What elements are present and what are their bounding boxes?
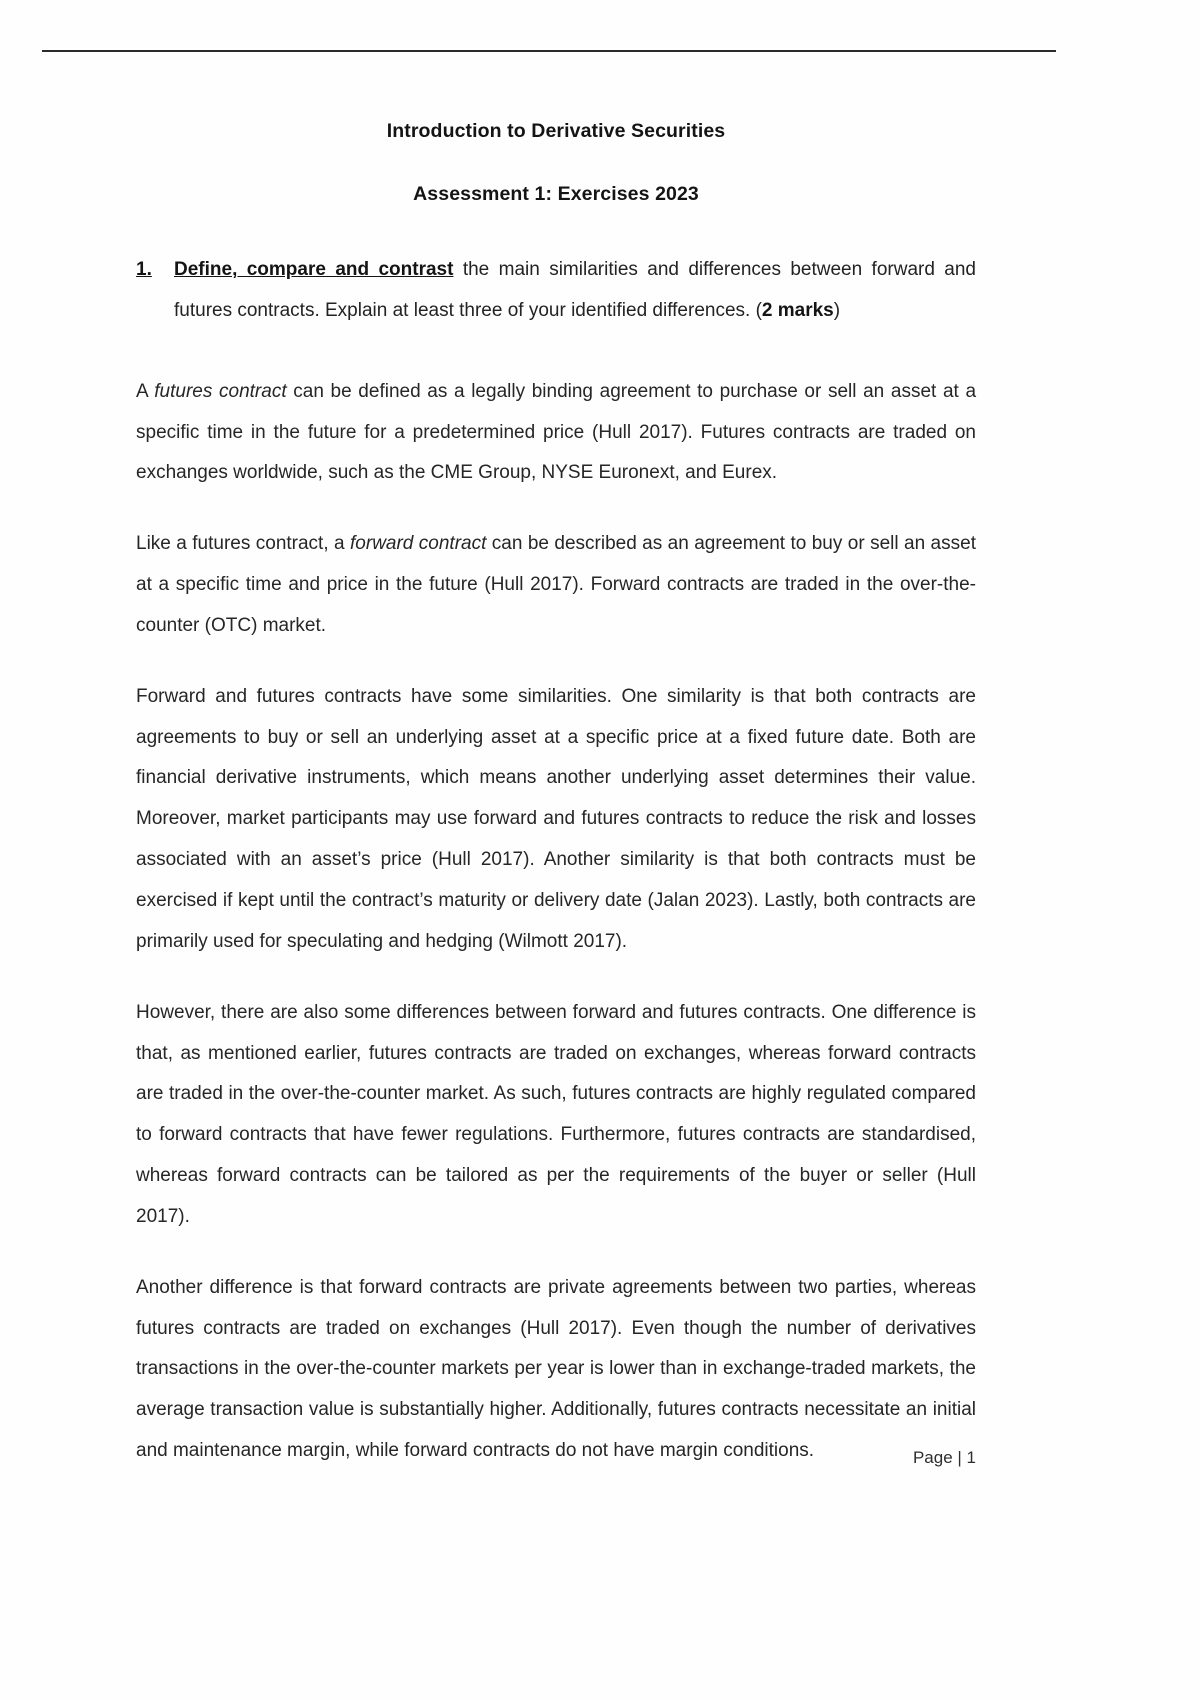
question-item-1 xyxy=(136,250,976,332)
question-text xyxy=(174,250,976,332)
document-subtitle: Assessment 1: Exercises 2023 xyxy=(413,183,699,205)
page-number-label: Page | 1 xyxy=(912,1448,976,1467)
question-marks: 2 marks xyxy=(761,299,834,321)
question-lead-in: Define, compare and contrast xyxy=(174,259,454,280)
question-remainder: the main similarities and differences between forward and futures contracts. Explain at least three of your identified differences. ( xyxy=(174,259,977,321)
page-footer xyxy=(136,1448,976,1468)
question-number: 1. xyxy=(136,259,152,280)
body-paragraph xyxy=(136,1268,976,1472)
paragraph-text: A xyxy=(136,380,155,402)
paragraph-text: However, there are also some differences between forward and futures contracts. One difference is that, as mentioned earlier, futures contracts are traded on exchanges, whereas forward contracts are traded in the over-the-counter market. As such, futures contracts are highly regulated compared to forward contracts that have fewer regulations. Furthermore, futures contracts are standardised, whereas forward contracts can be tailored as per the requirements of the buyer or seller (Hull 2017). xyxy=(136,1001,976,1227)
document-content xyxy=(136,120,976,1472)
body-paragraph xyxy=(136,993,976,1238)
paragraph-text: Like a futures contract, a xyxy=(136,533,351,555)
page-top-rule xyxy=(42,50,1056,52)
emphasised-term: forward contract xyxy=(350,533,487,555)
paragraph-text: can be described as an agreement to buy or sell an asset at a specific time and price in the future (Hull 2017). Forward contracts are traded in the over-the-counter (OTC) market. xyxy=(136,533,976,636)
paragraph-text: Forward and futures contracts have some similarities. One similarity is that both contracts are agreements to buy or sell an underlying asset at a specific price at a fixed future date. Both are financial derivative instruments, which means another underlying asset determines their value. Moreover, market participants may use forward and futures contracts to reduce the risk and losses associated with an asset’s price (Hull 2017). Another similarity is that both contracts must be exercised if kept until the contract’s maturity or delivery date (Jalan 2023). Lastly, both contracts are primarily used for speculating and hedging (Wilmott 2017). xyxy=(136,685,976,952)
document-title: Introduction to Derivative Securities xyxy=(386,120,726,142)
question-closing-paren: ) xyxy=(833,299,841,321)
body-paragraph xyxy=(136,372,976,495)
body-paragraph xyxy=(136,524,976,647)
paragraph-container xyxy=(136,372,976,1472)
paragraph-text: can be defined as a legally binding agreement to purchase or sell an asset at a specific time in the future for a predetermined price (Hull 2017). Futures contracts are traded on exchanges worldwide, such as the CME Group, NYSE Euronext, and Eurex. xyxy=(136,380,977,484)
body-paragraph xyxy=(136,677,976,963)
paragraph-text: Another difference is that forward contracts are private agreements between two parties, whereas futures contracts are traded on exchanges (Hull 2017). Even though the number of derivatives transactions in the over-the-counter markets per year is lower than in exchange-traded markets, the average transaction value is substantially higher. Additionally, futures contracts necessitate an initial and maintenance margin, while forward contracts do not have margin conditions. xyxy=(136,1276,976,1462)
emphasised-term: futures contract xyxy=(154,380,287,402)
